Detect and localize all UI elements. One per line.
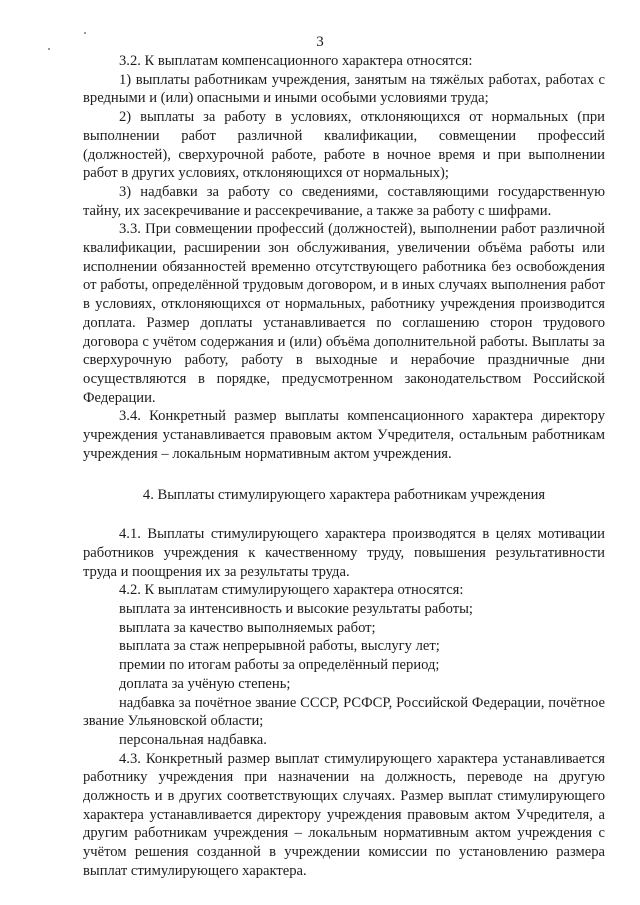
list-item-3-2-2: 2) выплаты за работу в условиях, отклоняющихся от нормальных (при выполнении работ различной квалификации, совмещении профессий (должностей), сверхурочной работе, работе в ночное время и при выполнении работ в других условиях, отклоняющихся от нормальных); [83,109,605,182]
list-item: премии по итогам работы за определённый период; [119,657,440,674]
list-item: персональная надбавка. [119,731,267,748]
page-number: 3 [316,34,324,50]
section-heading: 4. Выплаты стимулирующего характера работникам учреждения [142,487,546,504]
paragraph-3-2: 3.2. К выплатам компенсационного характера относятся: [119,53,473,69]
list-item-3-2-1: 1) выплаты работникам учреждения, занятым на тяжёлых работах, работах с вредными и (или) опасными и иными особыми условиями труда; [83,71,605,107]
paragraph-4-1: 4.1. Выплаты стимулирующего характера производятся в целях мотивации работников учреждения к качественному труду, повышения результативности труда и поощрения их за результаты труда. [83,526,605,580]
paragraph-3-3: 3.3. При совмещении профессий (должностей), выполнении работ различной квалификации, расширении зон обслуживания, увеличении объёма работы или исполнении обязанностей временно отсутствующего работника без освобождения от работы, определённой трудовым договором, и в иных случаях выполнения работ в условиях, отклоняющихся от нормальных, работнику учреждения производится доплата. Размер доплаты устанавливается по соглашению сторон трудового договора с учётом содержания и (или) объёма дополнительной работы. Выплаты за сверхурочную работу, работу в выходные и нерабочие праздничные дни осуществляются в порядке, предусмотренном законодательством Российской Федерации. [83,221,605,406]
list-item: доплата за учёную степень; [119,675,291,692]
list-item-3-2-3: 3) надбавки за работу со сведениями, составляющими государственную тайну, их засекречивание и рассекречивание, а также за работу с шифрами. [83,183,605,219]
list-item: выплата за стаж непрерывной работы, выслугу лет; [119,638,440,655]
paragraph-3-4: 3.4. Конкретный размер выплаты компенсационного характера директору учреждения устанавливается правовым актом Учредителя, остальным работникам учреждения – локальным нормативным актом учреждения. [83,408,605,462]
list-item: выплата за интенсивность и высокие результаты работы; [119,600,473,617]
document-body [83,52,605,881]
paragraph-4-3: 4.3. Конкретный размер выплат стимулирующего характера устанавливается работнику учреждения при назначении на должность, переводе на другую должность и в других соответствующих случаях. Размер выплат стимулирующего характера устанавливается директору учреждения правовым актом Учредителя, а другим работникам учреждения – локальным нормативным актом учреждения с учётом решения созданной в учреждении комиссии по установлению размера выплат стимулирующего характера. [83,750,605,879]
paragraph-4-2: 4.2. К выплатам стимулирующего характера относятся: [119,582,464,599]
list-item: надбавка за почётное звание СССР, РСФСР, Российской Федерации, почётное звание Ульяновской области; [83,694,605,730]
list-item: выплата за качество выполняемых работ; [119,619,376,636]
